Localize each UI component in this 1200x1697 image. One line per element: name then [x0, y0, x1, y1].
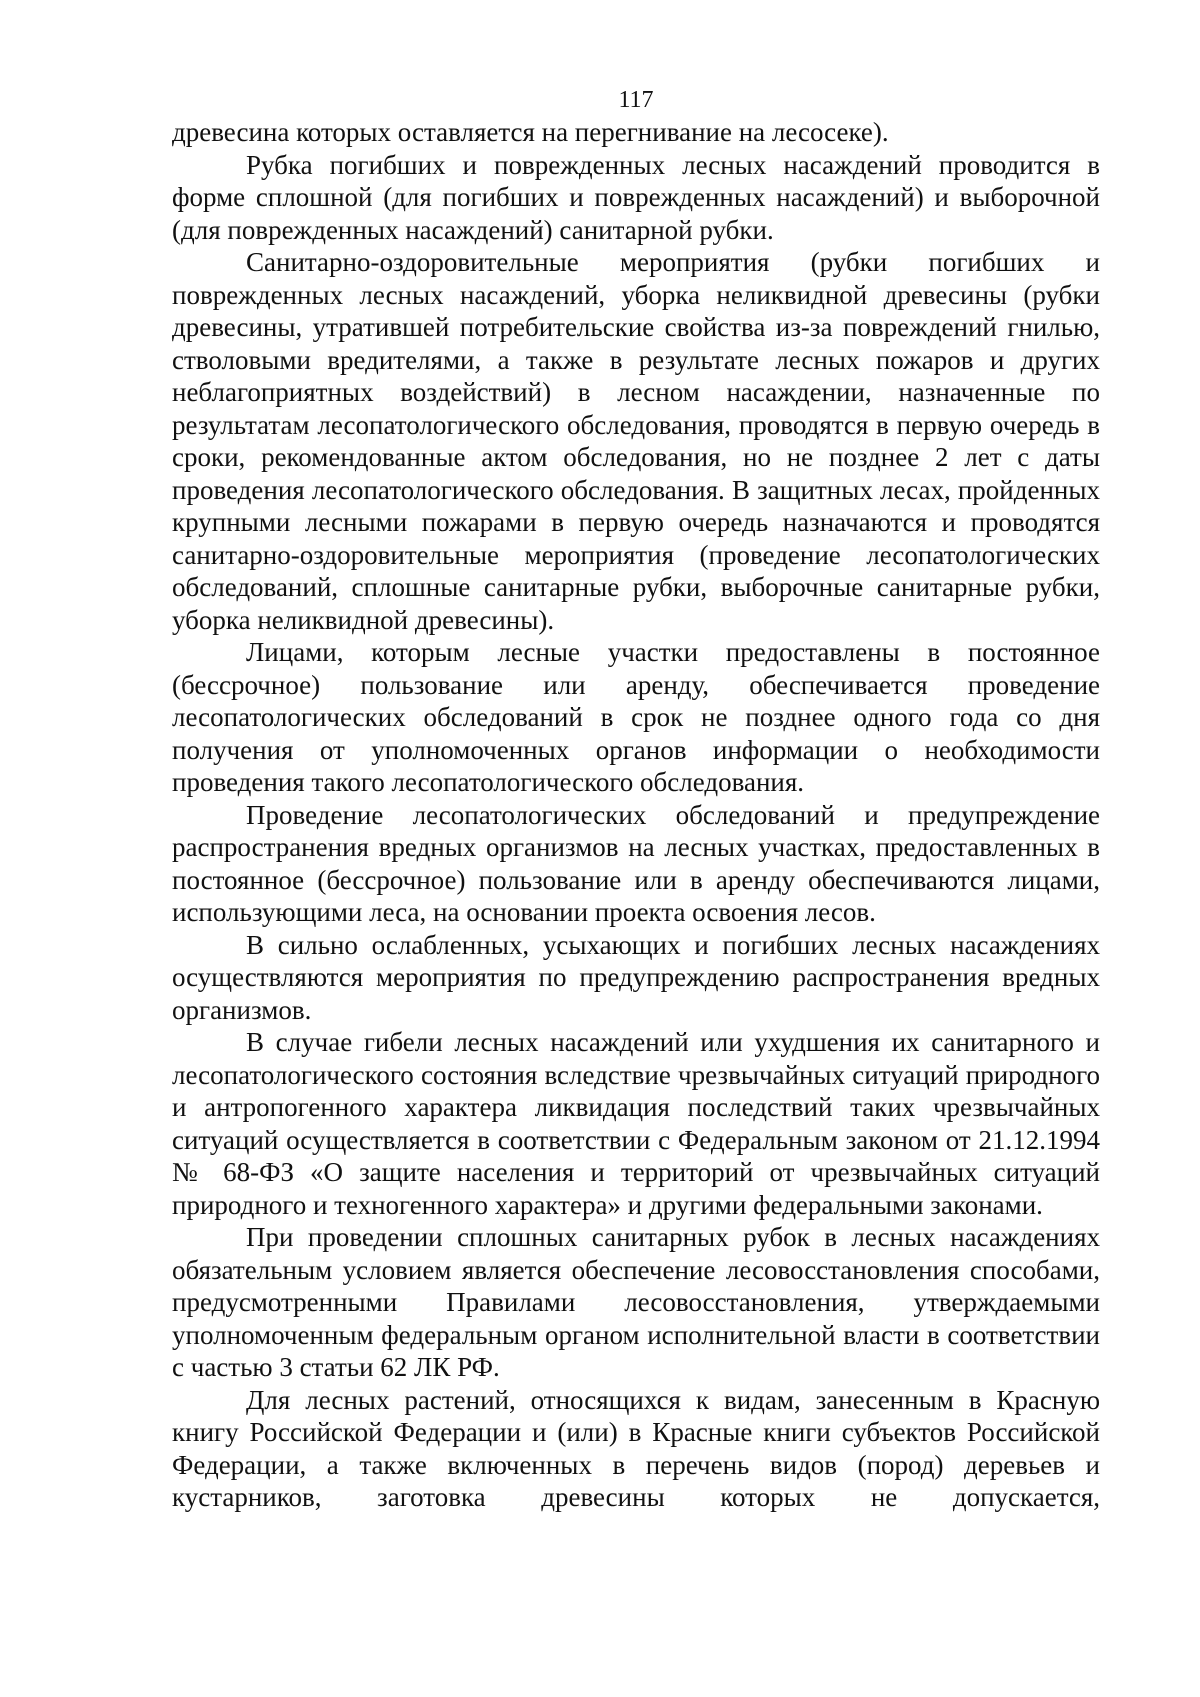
- document-body: [172, 116, 1100, 1514]
- page-number: 117: [618, 87, 654, 113]
- paragraph: В случае гибели лесных насаждений или ухудшения их санитарного и лесопатологического состояния вследствие чрезвычайных ситуаций природного и антропогенного характера ликвидация последствий таких чрезвычайных ситуаций осуществляется в соответствии с Федеральным законом от 21.12.1994 № 68-ФЗ «О защите населения и территорий от чрезвычайных ситуаций природного и техногенного характера» и другими федеральными законами.: [172, 1027, 1100, 1220]
- paragraph: Рубка погибших и поврежденных лесных насаждений проводится в форме сплошной (для погибших и поврежденных насаждений) и выборочной (для поврежденных насаждений) санитарной рубки.: [172, 149, 1100, 245]
- paragraph: Для лесных растений, относящихся к видам, занесенным в Красную книгу Российской Федерации и (или) в Красные книги субъектов Российской Федерации, а также включенных в перечень видов (пород) деревьев и кустарников, заготовка древесины которых не допускается,: [172, 1384, 1100, 1512]
- paragraph: В сильно ослабленных, усыхающих и погибших лесных насаждениях осуществляются мероприятия по предупреждению распространения вредных организмов.: [172, 929, 1100, 1025]
- paragraph: Санитарно-оздоровительные мероприятия (рубки погибших и поврежденных лесных насаждений, уборка неликвидной древесины (рубки древесины, утратившей потребительские свойства из-за повреждений гнилью, стволовыми вредителями, а также в результате лесных пожаров и других неблагоприятных воздействий) в лесном насаждении, назначенные по результатам лесопатологического обследования, проводятся в первую очередь в сроки, рекомендованные актом обследования, но не позднее 2 лет с даты проведения лесопатологического обследования. В защитных лесах, пройденных крупными лесными пожарами в первую очередь назначаются и проводятся санитарно-оздоровительные мероприятия (проведение лесопатологических обследований, сплошные санитарные рубки, выборочные санитарные рубки, уборка неликвидной древесины).: [172, 247, 1100, 635]
- paragraph: Лицами, которым лесные участки предоставлены в постоянное (бессрочное) пользование или аренду, обеспечивается проведение лесопатологических обследований в срок не позднее одного года со дня получения от уполномоченных органов информации о необходимости проведения такого лесопатологического обследования.: [172, 637, 1100, 797]
- paragraph: При проведении сплошных санитарных рубок в лесных насаждениях обязательным условием является обеспечение лесовосстановления способами, предусмотренными Правилами лесовосстановления, утверждаемыми уполномоченным федеральным органом исполнительной власти в соответствии с частью 3 статьи 62 ЛК РФ.: [172, 1222, 1100, 1382]
- paragraph: Проведение лесопатологических обследований и предупреждение распространения вредных организмов на лесных участках, предоставленных в постоянное (бессрочное) пользование или в аренду обеспечиваются лицами, использующими леса, на основании проекта освоения лесов.: [172, 799, 1100, 927]
- paragraph: древесина которых оставляется на перегнивание на лесосеке).: [172, 117, 889, 147]
